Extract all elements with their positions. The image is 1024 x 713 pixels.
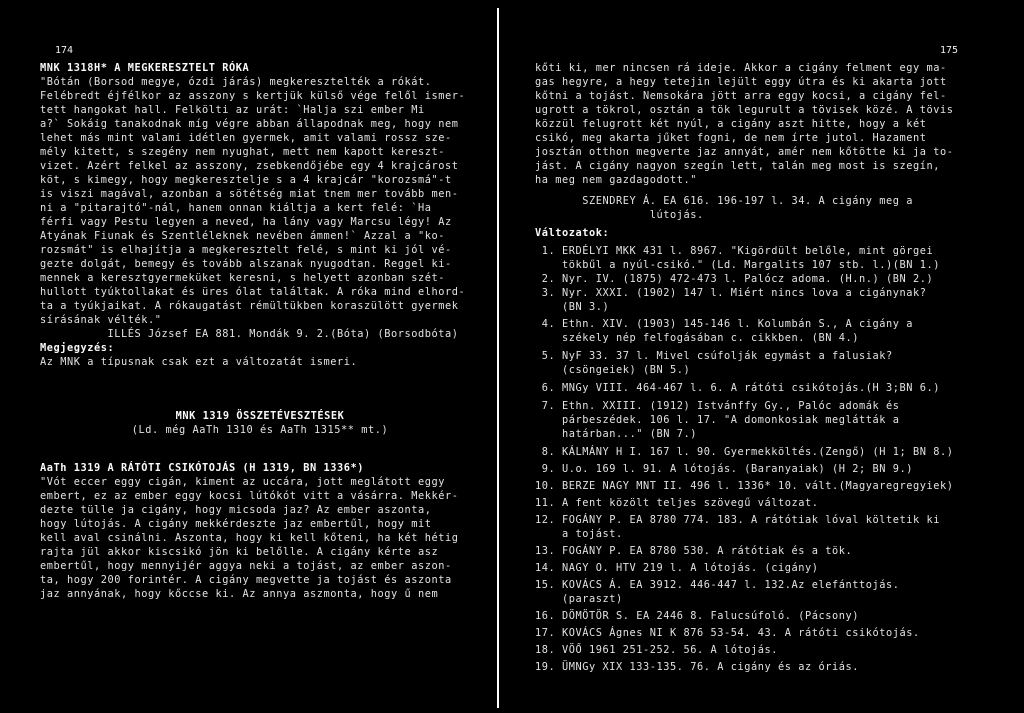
variant-item: 2. Nyr. IV. (1875) 472-473 l. Palócz adoma. (H.n.) (BN 2.) <box>535 273 934 285</box>
text-line: vizet. Azért felkel az asszony, zsebkendőjébe egy 4 krajcárost <box>40 160 459 172</box>
variant-item: 8. KÁLMÁNY H I. 167 l. 90. Gyermekköltés.(Zengő) (H 1; BN 8.) <box>535 446 954 458</box>
variant-item: 19. ÜMNGy XIX 133-135. 76. A cigány és az óriás. <box>535 661 859 673</box>
text-line: jaz annyának, hogy kőccse ki. Az annya aszmonta, hogy ű nem <box>40 588 439 600</box>
text-line: "Vót eccer eggy cigán, kiment az uccára, jott meglátott eggy <box>40 476 445 488</box>
variant-item: (csöngeiek) (BN 5.) <box>535 364 691 376</box>
variant-item: határban..." (BN 7.) <box>535 428 697 440</box>
source-citation: ILLÉS József EA 881. Mondák 9. 2.(Bóta) (Borsodbóta) <box>40 328 459 340</box>
variant-item: (BN 3.) <box>535 301 610 313</box>
text-line: rajta jül akkor kiscsikó jön ki belőlle. A cigány kérte asz <box>40 546 439 558</box>
page-number: 174 <box>55 45 74 56</box>
text-line: csikó, meg akarta jűket fogni, de nem írte jutol. Hazament <box>535 132 927 144</box>
text-line: tett hangokat hall. Felkölti az urát: `Halja szi ember Mi <box>40 104 425 116</box>
text-line: sírásának vélték." <box>40 314 162 326</box>
variant-item: 3. Nyr. XXXI. (1902) 147 l. Miért nincs lova a cigánynak? <box>535 287 927 299</box>
text-line: a?` Sokáig tanakodnak míg végre abban állapodnak meg, hogy nem <box>40 118 459 130</box>
variant-item: 15. KOVÁCS Á. EA 3912. 446-447 l. 132.Az elefánttojás. <box>535 579 900 591</box>
text-line: josztán otthon megverte jaz annyát, amér nem kőtötte ki ja to- <box>535 146 954 158</box>
page-number: 175 <box>940 45 959 56</box>
variant-item: 7. Ethn. XXIII. (1912) Istvánffy Gy., Palóc adomák és <box>535 400 900 412</box>
heading-aath-1319: AaTh 1319 A RÁTÓTI CSIKÓTOJÁS (H 1319, BN 1336*) <box>40 462 364 474</box>
variant-item: 5. NyF 33. 37 l. Mivel csúfolják egymást a falusiak? <box>535 350 893 362</box>
text-line: "Bótán (Borsod megye, ózdi járás) megkeresztelték a rókát. <box>40 76 432 88</box>
variant-item: 9. U.o. 169 l. 91. A lótojás. (Baranyaiak) (H 2; BN 9.) <box>535 463 913 475</box>
variant-item: párbeszédek. 106 l. 17. "A domonkosiak meglátták a <box>535 414 900 426</box>
text-line: gas hegyre, a hegy tetejin lejült eggy útra és ki akarta jott <box>535 76 947 88</box>
variant-item: 4. Ethn. XIV. (1903) 145-146 l. Kolumbán S., A cigány a <box>535 318 913 330</box>
variant-item: 1. ERDÉLYI MKK 431 l. 8967. "Kigördült belőle, mint görgei <box>535 245 934 257</box>
variant-item: 6. MNGy VIII. 464-467 l. 6. A rátóti csikótojás.(H 3;BN 6.) <box>535 382 940 394</box>
text-line: hogy lútojás. A cigány mekkérdeszte jaz embertűl, hogy mit <box>40 518 432 530</box>
right-page <box>535 0 975 713</box>
text-line: ni a "pitarajtó"-nál, hanem onnan kiáltja a kert felé: `Ha <box>40 202 432 214</box>
variant-item: a tojást. <box>535 528 623 540</box>
variant-item: 17. KOVÁCS Ágnes NI K 876 53-54. 43. A rátóti csikótojás. <box>535 627 920 639</box>
page-divider <box>497 8 499 708</box>
text-line: ha meg nem gazdagodott." <box>535 174 697 186</box>
text-line: kőti ki, mer nincsen rá ideje. Akkor a cigány felment egy ma- <box>535 62 947 74</box>
variant-item: 13. FOGÁNY P. EA 8780 530. A rátótiak és a tök. <box>535 545 853 557</box>
text-line: gezte dolgát, bemegy és tovább alszanak nyugodtan. Reggel ki- <box>40 258 452 270</box>
text-line: közzül felugrott két nyúl, a cigány aszt hitte, hogy a két <box>535 118 927 130</box>
text-line: jást. A cigány nagyon szegín lett, talán meg most is szegín, <box>535 160 940 172</box>
variant-item: tökbűl a nyúl-csikó." (Ld. Margalits 107 stb. l.)(BN 1.) <box>535 259 940 271</box>
text-line: dezte tülle ja cigány, hogy micsoda jaz? Az ember aszonta, <box>40 504 432 516</box>
text-line: férfi vagy Pestu legyen a neved, ha lány vagy Marcsu légy! Az <box>40 216 452 228</box>
note-text: Az MNK a típusnak csak ezt a változatát ismeri. <box>40 356 358 368</box>
text-line: mély kitett, s szegény nem nyughat, mett nem kapott kereszt- <box>40 146 445 158</box>
text-line: köt, s kimegy, hogy megkeresztelje s a 4 krajcár "korozsmá"-t <box>40 174 452 186</box>
heading-mnk-1319: MNK 1319 ÖSSZETÉVESZTÉSEK <box>175 410 345 422</box>
variants-heading: Változatok: <box>535 227 610 239</box>
variant-item: (paraszt) <box>535 593 623 605</box>
text-line: ta a tyúkjaikat. A rókaugatást rémültükben koraszülött gyermek <box>40 300 459 312</box>
variant-item: székely nép felfogásában c. cikkben. (BN 4.) <box>535 332 859 344</box>
note-heading: Megjegyzés: <box>40 342 115 354</box>
variant-item: 16. DÖMÖTÖR S. EA 2446 8. Falucsúfoló. (Pácsony) <box>535 610 859 622</box>
text-line: mennek a keresztgyermeküket keresni, s helyett azonban szét- <box>40 272 445 284</box>
source-citation: SZENDREY Á. EA 616. 196-197 l. 34. A cigány meg a <box>535 195 913 207</box>
variant-item: 11. A fent közölt teljes szövegű változat. <box>535 497 819 509</box>
source-citation: lútojás. <box>535 209 704 221</box>
text-line: is viszi magával, azonban a sötétség miat tnem mer tovább men- <box>40 188 459 200</box>
text-line: hullott tyúktollakat és üres ólat találtak. A róka mind elhord- <box>40 286 466 298</box>
text-line: embert, ez az ember eggy kocsi lútókót vitt a vásárra. Mekkér- <box>40 490 459 502</box>
left-page <box>40 0 480 713</box>
text-line: ta, hogy 200 forintér. A cigány megvette ja tojást és aszonta <box>40 574 452 586</box>
text-line: rozsmát" is elhajítja a megkeresztelt felé, s mint ki jól vé- <box>40 244 452 256</box>
text-line: kőtni a tojást. Nemsokára jött arra eggy kocsi, a cigány fel- <box>535 90 947 102</box>
variant-item: 14. NAGY O. HTV 219 l. A lótojás. (cigány) <box>535 562 819 574</box>
heading-mnk-1318: MNK 1318H* A MEGKERESZTELT RÓKA <box>40 62 250 74</box>
text-line: Felébredt éjfélkor az asszony s kertjük külső vége felől ismer- <box>40 90 466 102</box>
text-line: ugrott a tökrol, osztán a tök legurult a tövisek közé. A tövis <box>535 104 954 116</box>
text-line: kell aval csinálni. Aszonta, hogy ki kell kőteni, ha két hétig <box>40 532 459 544</box>
variant-item: 18. VÖŐ 1961 251-252. 56. A lótojás. <box>535 644 778 656</box>
variant-item: 12. FOGÁNY P. EA 8780 774. 183. A rátótiak lóval költetik ki <box>535 514 940 526</box>
variant-item: 10. BERZE NAGY MNT II. 496 l. 1336* 10. vált.(Magyaregregyiek) <box>535 480 954 492</box>
text-line: lehet más mint valami idétlen gyermek, amit valami rossz sze- <box>40 132 452 144</box>
text-line: Atyának Fiunak és Szentléleknek nevében ámmen!` Azzal a "ko- <box>40 230 445 242</box>
cross-reference: (Ld. még AaTh 1310 és AaTh 1315** mt.) <box>131 424 389 436</box>
text-line: embertűl, hogy mennyijér aggya neki a tojást, az ember aszon- <box>40 560 452 572</box>
